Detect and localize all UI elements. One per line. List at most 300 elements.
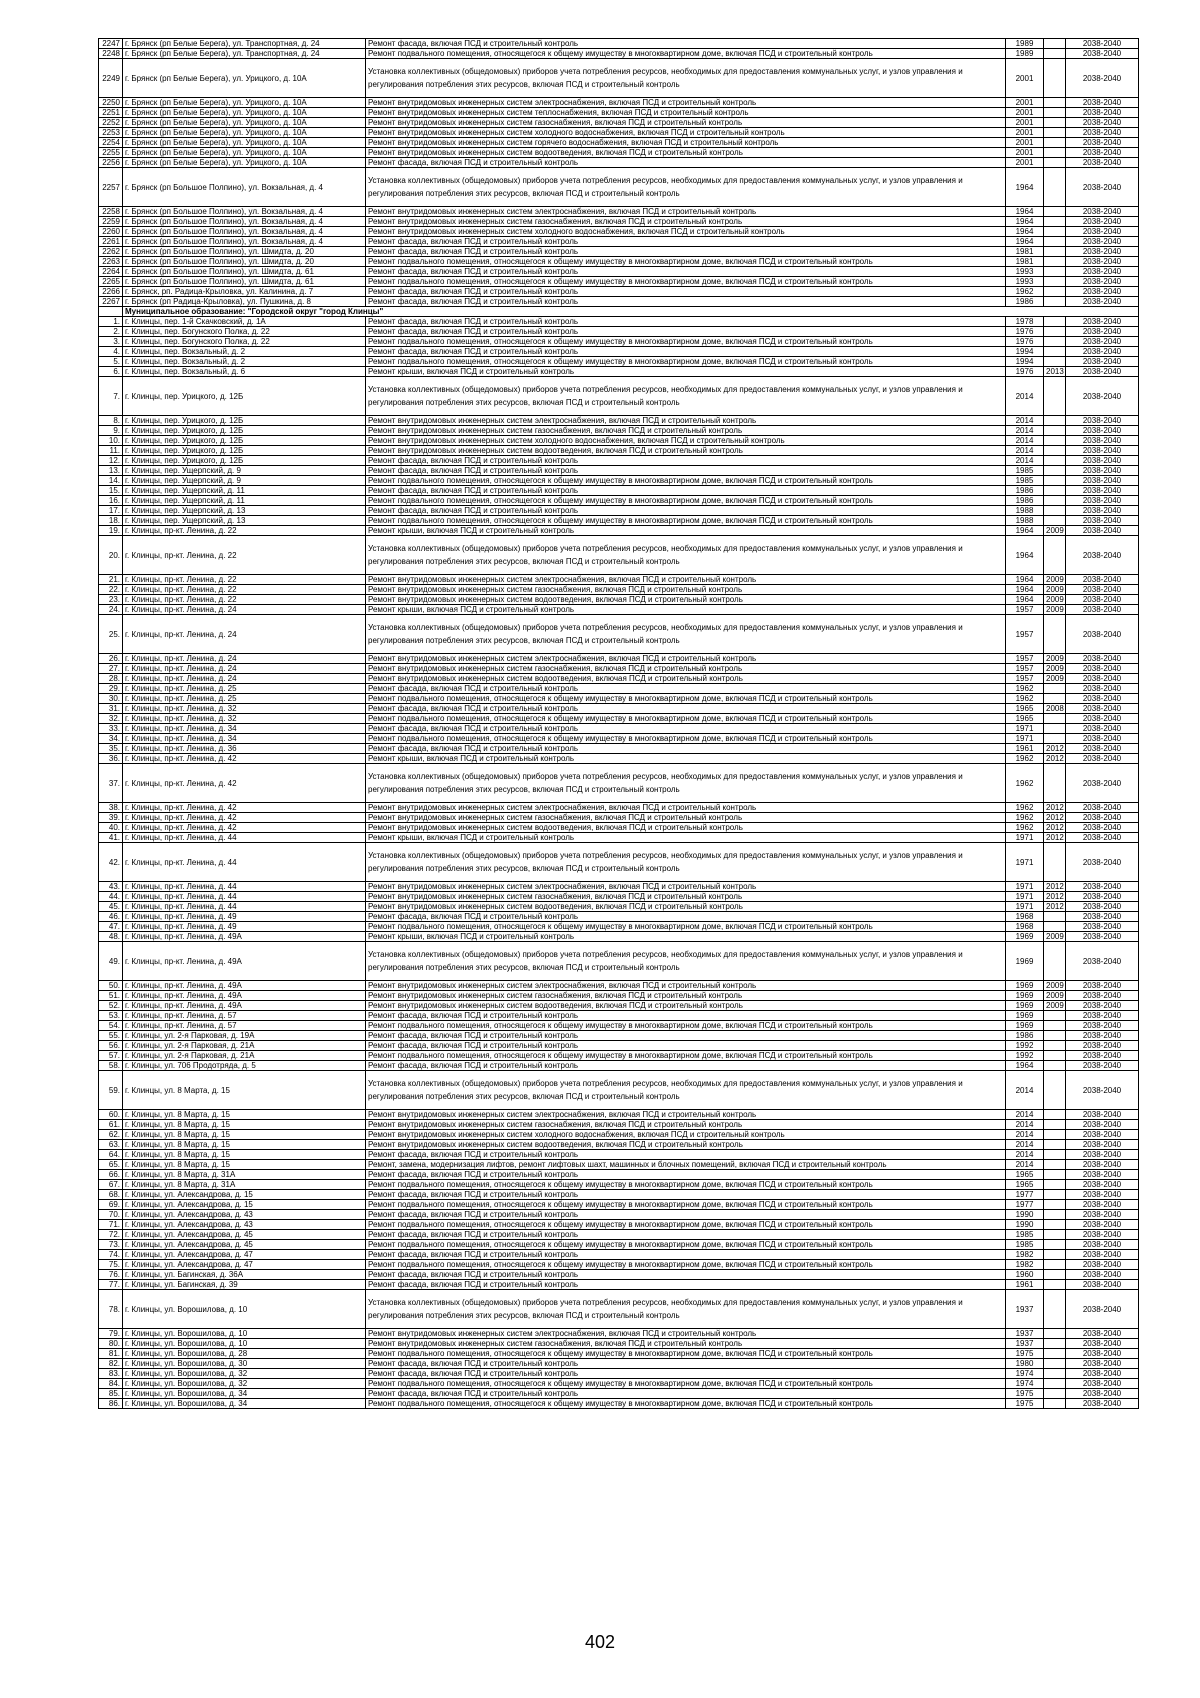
build-year-cell: 1964 (1006, 217, 1044, 227)
address-cell: г. Клинцы, пр-кт. Ленина, д. 24 (123, 654, 366, 664)
address-cell: г. Брянск (рп Большое Полпино), ул. Вокзальная, д. 4 (123, 217, 366, 227)
build-year-cell: 1971 (1006, 734, 1044, 744)
work-type-cell: Ремонт внутридомовых инженерных систем холодного водоснабжения, включая ПСД и строительный контроль (366, 128, 1006, 138)
work-type-cell: Ремонт внутридомовых инженерных систем газоснабжения, включая ПСД и строительный контроль (366, 991, 1006, 1001)
build-year-cell: 2014 (1006, 1160, 1044, 1170)
address-cell: г. Клинцы, ул. Александрова, д. 15 (123, 1190, 366, 1200)
row-number: 7. (99, 377, 123, 416)
address-cell: г. Брянск (рп Белые Берега), ул. Урицкого, д. 10А (123, 148, 366, 158)
row-number: 2259 (99, 217, 123, 227)
build-year-cell: 1962 (1006, 813, 1044, 823)
repair-program-table (98, 38, 1139, 1409)
planned-period-cell: 2038-2040 (1066, 486, 1139, 496)
table-row (99, 1260, 1139, 1270)
address-cell: г. Клинцы, пер. Вокзальный, д. 6 (123, 367, 366, 377)
planned-period-cell: 2038-2040 (1066, 446, 1139, 456)
last-repair-year-cell (1044, 1379, 1066, 1389)
table-row (99, 377, 1139, 416)
work-type-cell: Ремонт подвального помещения, относящегося к общему имуществу в многоквартирном доме, включая ПСД и строительный контроль (366, 257, 1006, 267)
work-type-cell: Ремонт подвального помещения, относящегося к общему имуществу в многоквартирном доме, включая ПСД и строительный контроль (366, 922, 1006, 932)
row-number: 2266 (99, 287, 123, 297)
planned-period-cell: 2038-2040 (1066, 168, 1139, 207)
build-year-cell: 1960 (1006, 1270, 1044, 1280)
planned-period-cell: 2038-2040 (1066, 823, 1139, 833)
work-type-cell: Ремонт подвального помещения, относящегося к общему имуществу в многоквартирном доме, включая ПСД и строительный контроль (366, 357, 1006, 367)
address-cell: г. Клинцы, пр-кт. Ленина, д. 25 (123, 684, 366, 694)
planned-period-cell: 2038-2040 (1066, 1130, 1139, 1140)
planned-period-cell: 2038-2040 (1066, 1150, 1139, 1160)
row-number: 51. (99, 991, 123, 1001)
build-year-cell: 1961 (1006, 744, 1044, 754)
row-number: 2256 (99, 158, 123, 168)
work-type-cell: Ремонт крыши, включая ПСД и строительный контроль (366, 754, 1006, 764)
row-number: 73. (99, 1240, 123, 1250)
table-row (99, 1061, 1139, 1071)
last-repair-year-cell (1044, 59, 1066, 98)
work-type-cell: Ремонт крыши, включая ПСД и строительный контроль (366, 932, 1006, 942)
planned-period-cell: 2038-2040 (1066, 277, 1139, 287)
build-year-cell: 1968 (1006, 912, 1044, 922)
work-type-cell: Ремонт фасада, включая ПСД и строительный контроль (366, 267, 1006, 277)
table-row (99, 98, 1139, 108)
build-year-cell: 1937 (1006, 1290, 1044, 1329)
row-number: 22. (99, 585, 123, 595)
last-repair-year-cell (1044, 247, 1066, 257)
planned-period-cell: 2038-2040 (1066, 138, 1139, 148)
row-number: 2250 (99, 98, 123, 108)
planned-period-cell: 2038-2040 (1066, 158, 1139, 168)
row-number: 16. (99, 496, 123, 506)
last-repair-year-cell: 2012 (1044, 823, 1066, 833)
work-type-cell: Ремонт внутридомовых инженерных систем водоотведения, включая ПСД и строительный контроль (366, 148, 1006, 158)
work-type-cell: Ремонт подвального помещения, относящегося к общему имуществу в многоквартирном доме, включая ПСД и строительный контроль (366, 694, 1006, 704)
work-type-cell: Ремонт фасада, включая ПСД и строительный контроль (366, 486, 1006, 496)
row-number: 75. (99, 1260, 123, 1270)
build-year-cell: 1971 (1006, 882, 1044, 892)
work-type-cell: Ремонт фасада, включая ПСД и строительный контроль (366, 724, 1006, 734)
address-cell: г. Клинцы, ул. Александрова, д. 43 (123, 1220, 366, 1230)
last-repair-year-cell (1044, 1210, 1066, 1220)
table-row (99, 347, 1139, 357)
build-year-cell: 1961 (1006, 1280, 1044, 1290)
planned-period-cell: 2038-2040 (1066, 536, 1139, 575)
address-cell: г. Клинцы, пр-кт. Ленина, д. 22 (123, 585, 366, 595)
row-number: 59. (99, 1071, 123, 1110)
planned-period-cell: 2038-2040 (1066, 585, 1139, 595)
last-repair-year-cell (1044, 39, 1066, 49)
table-row (99, 991, 1139, 1001)
row-number: 31. (99, 704, 123, 714)
row-number: 53. (99, 1011, 123, 1021)
work-type-cell: Ремонт внутридомовых инженерных систем водоотведения, включая ПСД и строительный контроль (366, 902, 1006, 912)
build-year-cell: 1976 (1006, 337, 1044, 347)
table-row (99, 585, 1139, 595)
work-type-cell: Установка коллективных (общедомовых) приборов учета потребления ресурсов, необходимых для предоставления коммунальных услуг, и узлов управления и регулирования потребления этих ресурсов, включая ПСД и строительный контроль (366, 1290, 1006, 1329)
row-number: 34. (99, 734, 123, 744)
table-row (99, 813, 1139, 823)
work-type-cell: Ремонт фасада, включая ПСД и строительный контроль (366, 456, 1006, 466)
work-type-cell: Ремонт подвального помещения, относящегося к общему имуществу в многоквартирном доме, включая ПСД и строительный контроль (366, 1379, 1006, 1389)
build-year-cell: 1969 (1006, 981, 1044, 991)
address-cell: г. Клинцы, пр-кт. Ленина, д. 49А (123, 932, 366, 942)
work-type-cell: Ремонт внутридомовых инженерных систем газоснабжения, включая ПСД и строительный контроль (366, 892, 1006, 902)
work-type-cell: Установка коллективных (общедомовых) приборов учета потребления ресурсов, необходимых для предоставления коммунальных услуг, и узлов управления и регулирования потребления этих ресурсов, включая ПСД и строительный контроль (366, 764, 1006, 803)
table-row (99, 704, 1139, 714)
planned-period-cell: 2038-2040 (1066, 1270, 1139, 1280)
planned-period-cell: 2038-2040 (1066, 1120, 1139, 1130)
planned-period-cell: 2038-2040 (1066, 1240, 1139, 1250)
work-type-cell: Ремонт фасада, включая ПСД и строительный контроль (366, 1031, 1006, 1041)
row-number: 48. (99, 932, 123, 942)
last-repair-year-cell (1044, 426, 1066, 436)
build-year-cell: 1969 (1006, 942, 1044, 981)
work-type-cell: Ремонт фасада, включая ПСД и строительный контроль (366, 1061, 1006, 1071)
build-year-cell: 1989 (1006, 49, 1044, 59)
work-type-cell: Установка коллективных (общедомовых) приборов учета потребления ресурсов, необходимых для предоставления коммунальных услуг, и узлов управления и регулирования потребления этих ресурсов, включая ПСД и строительный контроль (366, 168, 1006, 207)
planned-period-cell: 2038-2040 (1066, 237, 1139, 247)
work-type-cell: Ремонт подвального помещения, относящегося к общему имуществу в многоквартирном доме, включая ПСД и строительный контроль (366, 1200, 1006, 1210)
build-year-cell: 1976 (1006, 327, 1044, 337)
last-repair-year-cell (1044, 148, 1066, 158)
planned-period-cell: 2038-2040 (1066, 654, 1139, 664)
last-repair-year-cell (1044, 98, 1066, 108)
last-repair-year-cell (1044, 496, 1066, 506)
table-row (99, 803, 1139, 813)
table-row (99, 1110, 1139, 1120)
address-cell: г. Клинцы, пер. Ущерпский, д. 9 (123, 466, 366, 476)
planned-period-cell: 2038-2040 (1066, 942, 1139, 981)
work-type-cell: Ремонт подвального помещения, относящегося к общему имуществу в многоквартирном доме, включая ПСД и строительный контроль (366, 277, 1006, 287)
last-repair-year-cell (1044, 128, 1066, 138)
table-row (99, 694, 1139, 704)
row-number: 30. (99, 694, 123, 704)
municipality-name: Муниципальное образование: "Городской округ "город Клинцы" (123, 307, 1139, 317)
address-cell: г. Клинцы, ул. Ворошилова, д. 34 (123, 1399, 366, 1409)
row-number: 43. (99, 882, 123, 892)
build-year-cell: 1964 (1006, 237, 1044, 247)
build-year-cell: 2014 (1006, 1140, 1044, 1150)
address-cell: г. Клинцы, пр-кт. Ленина, д. 24 (123, 615, 366, 654)
build-year-cell: 1978 (1006, 317, 1044, 327)
work-type-cell: Установка коллективных (общедомовых) приборов учета потребления ресурсов, необходимых для предоставления коммунальных услуг, и узлов управления и регулирования потребления этих ресурсов, включая ПСД и строительный контроль (366, 1071, 1006, 1110)
row-number: 2253 (99, 128, 123, 138)
address-cell: г. Брянск (рп Белые Берега), ул. Урицкого, д. 10А (123, 128, 366, 138)
last-repair-year-cell (1044, 416, 1066, 426)
table-row (99, 357, 1139, 367)
build-year-cell: 1964 (1006, 168, 1044, 207)
address-cell: г. Клинцы, ул. Александрова, д. 45 (123, 1240, 366, 1250)
table-row (99, 1180, 1139, 1190)
row-number: 81. (99, 1349, 123, 1359)
planned-period-cell: 2038-2040 (1066, 496, 1139, 506)
build-year-cell: 1992 (1006, 1041, 1044, 1051)
work-type-cell: Ремонт внутридомовых инженерных систем электроснабжения, включая ПСД и строительный контроль (366, 882, 1006, 892)
work-type-cell: Ремонт фасада, включая ПСД и строительный контроль (366, 1170, 1006, 1180)
last-repair-year-cell (1044, 1280, 1066, 1290)
last-repair-year-cell (1044, 1051, 1066, 1061)
planned-period-cell: 2038-2040 (1066, 1170, 1139, 1180)
table-row (99, 138, 1139, 148)
row-number: 67. (99, 1180, 123, 1190)
table-row (99, 1051, 1139, 1061)
row-number: 50. (99, 981, 123, 991)
address-cell: г. Брянск (рп Большое Полпино), ул. Вокзальная, д. 4 (123, 237, 366, 247)
municipality-header-row (99, 307, 1139, 317)
table-row (99, 892, 1139, 902)
row-number: 2249 (99, 59, 123, 98)
planned-period-cell: 2038-2040 (1066, 754, 1139, 764)
row-number: 3. (99, 337, 123, 347)
build-year-cell: 1964 (1006, 207, 1044, 217)
build-year-cell: 1994 (1006, 357, 1044, 367)
last-repair-year-cell: 2009 (1044, 595, 1066, 605)
last-repair-year-cell (1044, 297, 1066, 307)
table-row (99, 575, 1139, 585)
table-row (99, 902, 1139, 912)
planned-period-cell: 2038-2040 (1066, 516, 1139, 526)
planned-period-cell: 2038-2040 (1066, 367, 1139, 377)
planned-period-cell: 2038-2040 (1066, 526, 1139, 536)
planned-period-cell: 2038-2040 (1066, 426, 1139, 436)
row-number: 41. (99, 833, 123, 843)
address-cell: г. Клинцы, ул. 8 Марта, д. 15 (123, 1120, 366, 1130)
row-number: 23. (99, 595, 123, 605)
row-number: 79. (99, 1329, 123, 1339)
row-number: 57. (99, 1051, 123, 1061)
address-cell: г. Клинцы, пр-кт. Ленина, д. 24 (123, 664, 366, 674)
work-type-cell: Ремонт внутридомовых инженерных систем водоотведения, включая ПСД и строительный контроль (366, 674, 1006, 684)
row-number: 74. (99, 1250, 123, 1260)
row-number: 85. (99, 1389, 123, 1399)
row-number: 66. (99, 1170, 123, 1180)
last-repair-year-cell: 2009 (1044, 526, 1066, 536)
build-year-cell: 1975 (1006, 1349, 1044, 1359)
address-cell: г. Клинцы, пер. 1-й Скачковский, д. 1А (123, 317, 366, 327)
table-row (99, 1290, 1139, 1329)
table-row (99, 118, 1139, 128)
planned-period-cell: 2038-2040 (1066, 991, 1139, 1001)
planned-period-cell: 2038-2040 (1066, 1011, 1139, 1021)
build-year-cell: 2001 (1006, 59, 1044, 98)
row-number: 10. (99, 436, 123, 446)
work-type-cell: Ремонт фасада, включая ПСД и строительный контроль (366, 1270, 1006, 1280)
address-cell: г. Клинцы, пер. Урицкого, д. 12Б (123, 416, 366, 426)
row-number: 83. (99, 1369, 123, 1379)
planned-period-cell: 2038-2040 (1066, 912, 1139, 922)
last-repair-year-cell (1044, 734, 1066, 744)
build-year-cell: 1993 (1006, 277, 1044, 287)
planned-period-cell: 2038-2040 (1066, 39, 1139, 49)
address-cell: г. Брянск (рп Белые Берега), ул. Урицкого, д. 10А (123, 138, 366, 148)
planned-period-cell: 2038-2040 (1066, 1220, 1139, 1230)
row-number: 2267 (99, 297, 123, 307)
planned-period-cell: 2038-2040 (1066, 1399, 1139, 1409)
build-year-cell: 1969 (1006, 991, 1044, 1001)
build-year-cell: 2014 (1006, 436, 1044, 446)
row-number: 17. (99, 506, 123, 516)
table-row (99, 922, 1139, 932)
last-repair-year-cell (1044, 257, 1066, 267)
last-repair-year-cell (1044, 1270, 1066, 1280)
work-type-cell: Ремонт фасада, включая ПСД и строительный контроль (366, 327, 1006, 337)
planned-period-cell: 2038-2040 (1066, 813, 1139, 823)
build-year-cell: 1981 (1006, 257, 1044, 267)
work-type-cell: Ремонт фасада, включая ПСД и строительный контроль (366, 317, 1006, 327)
address-cell: г. Клинцы, пр-кт. Ленина, д. 57 (123, 1011, 366, 1021)
work-type-cell: Ремонт внутридомовых инженерных систем электроснабжения, включая ПСД и строительный контроль (366, 1329, 1006, 1339)
last-repair-year-cell (1044, 138, 1066, 148)
last-repair-year-cell: 2009 (1044, 664, 1066, 674)
build-year-cell: 2001 (1006, 138, 1044, 148)
address-cell: г. Брянск, рп. Радица-Крыловка, ул. Калинина, д. 7 (123, 287, 366, 297)
row-number: 72. (99, 1230, 123, 1240)
table-row (99, 207, 1139, 217)
row-number: 49. (99, 942, 123, 981)
work-type-cell: Ремонт фасада, включая ПСД и строительный контроль (366, 237, 1006, 247)
last-repair-year-cell: 2012 (1044, 882, 1066, 892)
address-cell: г. Клинцы, ул. 8 Марта, д. 15 (123, 1160, 366, 1170)
work-type-cell: Ремонт внутридомовых инженерных систем водоотведения, включая ПСД и строительный контроль (366, 1140, 1006, 1150)
table-row (99, 1021, 1139, 1031)
build-year-cell: 1981 (1006, 247, 1044, 257)
planned-period-cell: 2038-2040 (1066, 217, 1139, 227)
table-row (99, 277, 1139, 287)
work-type-cell: Ремонт фасада, включая ПСД и строительный контроль (366, 1250, 1006, 1260)
work-type-cell: Установка коллективных (общедомовых) приборов учета потребления ресурсов, необходимых для предоставления коммунальных услуг, и узлов управления и регулирования потребления этих ресурсов, включая ПСД и строительный контроль (366, 942, 1006, 981)
address-cell: г. Клинцы, пр-кт. Ленина, д. 22 (123, 526, 366, 536)
planned-period-cell: 2038-2040 (1066, 128, 1139, 138)
last-repair-year-cell: 2012 (1044, 892, 1066, 902)
address-cell: г. Клинцы, ул. 2-я Парковая, д. 21А (123, 1051, 366, 1061)
row-number: 71. (99, 1220, 123, 1230)
last-repair-year-cell (1044, 1200, 1066, 1210)
planned-period-cell: 2038-2040 (1066, 605, 1139, 615)
last-repair-year-cell (1044, 1041, 1066, 1051)
build-year-cell: 1962 (1006, 764, 1044, 803)
work-type-cell: Ремонт фасада, включая ПСД и строительный контроль (366, 506, 1006, 516)
row-number: 2248 (99, 49, 123, 59)
build-year-cell: 2014 (1006, 426, 1044, 436)
table-row (99, 456, 1139, 466)
address-cell: г. Брянск (рп Большое Полпино), ул. Шмидта, д. 61 (123, 277, 366, 287)
last-repair-year-cell (1044, 327, 1066, 337)
last-repair-year-cell (1044, 267, 1066, 277)
address-cell: г. Клинцы, пр-кт. Ленина, д. 49А (123, 1001, 366, 1011)
work-type-cell: Ремонт подвального помещения, относящегося к общему имуществу в многоквартирном доме, включая ПСД и строительный контроль (366, 1349, 1006, 1359)
work-type-cell: Ремонт внутридомовых инженерных систем газоснабжения, включая ПСД и строительный контроль (366, 1339, 1006, 1349)
planned-period-cell: 2038-2040 (1066, 59, 1139, 98)
table-row (99, 1399, 1139, 1409)
row-number: 2262 (99, 247, 123, 257)
last-repair-year-cell (1044, 377, 1066, 416)
table-row (99, 882, 1139, 892)
planned-period-cell: 2038-2040 (1066, 714, 1139, 724)
table-row (99, 615, 1139, 654)
row-number: 2260 (99, 227, 123, 237)
last-repair-year-cell (1044, 516, 1066, 526)
address-cell: г. Клинцы, пр-кт. Ленина, д. 49 (123, 922, 366, 932)
address-cell: г. Клинцы, ул. 8 Марта, д. 15 (123, 1140, 366, 1150)
last-repair-year-cell (1044, 287, 1066, 297)
table-row (99, 754, 1139, 764)
last-repair-year-cell (1044, 694, 1066, 704)
table-row (99, 39, 1139, 49)
work-type-cell: Ремонт фасада, включая ПСД и строительный контроль (366, 1359, 1006, 1369)
address-cell: г. Брянск (рп Белые Берега), ул. Урицкого, д. 10А (123, 118, 366, 128)
last-repair-year-cell (1044, 168, 1066, 207)
build-year-cell: 1992 (1006, 1051, 1044, 1061)
last-repair-year-cell (1044, 1339, 1066, 1349)
planned-period-cell: 2038-2040 (1066, 317, 1139, 327)
planned-period-cell: 2038-2040 (1066, 704, 1139, 714)
table-row (99, 1359, 1139, 1369)
row-number: 2265 (99, 277, 123, 287)
address-cell: г. Клинцы, ул. Александрова, д. 47 (123, 1260, 366, 1270)
build-year-cell: 1990 (1006, 1210, 1044, 1220)
planned-period-cell: 2038-2040 (1066, 595, 1139, 605)
address-cell: г. Клинцы, ул. Александрова, д. 45 (123, 1230, 366, 1240)
row-number: 9. (99, 426, 123, 436)
build-year-cell: 1989 (1006, 39, 1044, 49)
table-row (99, 287, 1139, 297)
address-cell: г. Клинцы, ул. 8 Марта, д. 15 (123, 1150, 366, 1160)
address-cell: г. Клинцы, пер. Урицкого, д. 12Б (123, 377, 366, 416)
work-type-cell: Ремонт подвального помещения, относящегося к общему имуществу в многоквартирном доме, включая ПСД и строительный контроль (366, 1021, 1006, 1031)
row-number: 2264 (99, 267, 123, 277)
address-cell: г. Клинцы, пр-кт. Ленина, д. 44 (123, 892, 366, 902)
page-number: 402 (584, 1632, 616, 1652)
last-repair-year-cell: 2009 (1044, 605, 1066, 615)
planned-period-cell: 2038-2040 (1066, 466, 1139, 476)
address-cell: г. Клинцы, пер. Вокзальный, д. 2 (123, 347, 366, 357)
last-repair-year-cell (1044, 118, 1066, 128)
planned-period-cell: 2038-2040 (1066, 357, 1139, 367)
table-row (99, 1200, 1139, 1210)
planned-period-cell: 2038-2040 (1066, 257, 1139, 267)
build-year-cell: 1957 (1006, 674, 1044, 684)
planned-period-cell: 2038-2040 (1066, 1180, 1139, 1190)
work-type-cell: Ремонт фасада, включая ПСД и строительный контроль (366, 912, 1006, 922)
work-type-cell: Ремонт подвального помещения, относящегося к общему имуществу в многоквартирном доме, включая ПСД и строительный контроль (366, 734, 1006, 744)
work-type-cell: Ремонт фасада, включая ПСД и строительный контроль (366, 684, 1006, 694)
planned-period-cell: 2038-2040 (1066, 1250, 1139, 1260)
row-number: 28. (99, 674, 123, 684)
last-repair-year-cell (1044, 476, 1066, 486)
address-cell: г. Клинцы, ул. Багинская, д. 39 (123, 1280, 366, 1290)
planned-period-cell: 2038-2040 (1066, 297, 1139, 307)
work-type-cell: Ремонт фасада, включая ПСД и строительный контроль (366, 1280, 1006, 1290)
build-year-cell: 1975 (1006, 1399, 1044, 1409)
work-type-cell: Ремонт внутридомовых инженерных систем теплоснабжения, включая ПСД и строительный контроль (366, 108, 1006, 118)
address-cell: г. Клинцы, ул. Александрова, д. 43 (123, 1210, 366, 1220)
last-repair-year-cell (1044, 1071, 1066, 1110)
address-cell: г. Брянск (рп Радица-Крыловка), ул. Пушкина, д. 8 (123, 297, 366, 307)
row-number: 58. (99, 1061, 123, 1071)
row-number: 60. (99, 1110, 123, 1120)
build-year-cell: 1964 (1006, 1061, 1044, 1071)
build-year-cell: 2001 (1006, 98, 1044, 108)
table-row (99, 664, 1139, 674)
last-repair-year-cell (1044, 843, 1066, 882)
planned-period-cell: 2038-2040 (1066, 694, 1139, 704)
work-type-cell: Ремонт крыши, включая ПСД и строительный контроль (366, 367, 1006, 377)
last-repair-year-cell (1044, 277, 1066, 287)
planned-period-cell: 2038-2040 (1066, 1160, 1139, 1170)
address-cell: г. Брянск (рп Белые Берега), ул. Урицкого, д. 10А (123, 59, 366, 98)
row-number: 11. (99, 446, 123, 456)
table-row (99, 1190, 1139, 1200)
table-row (99, 1339, 1139, 1349)
